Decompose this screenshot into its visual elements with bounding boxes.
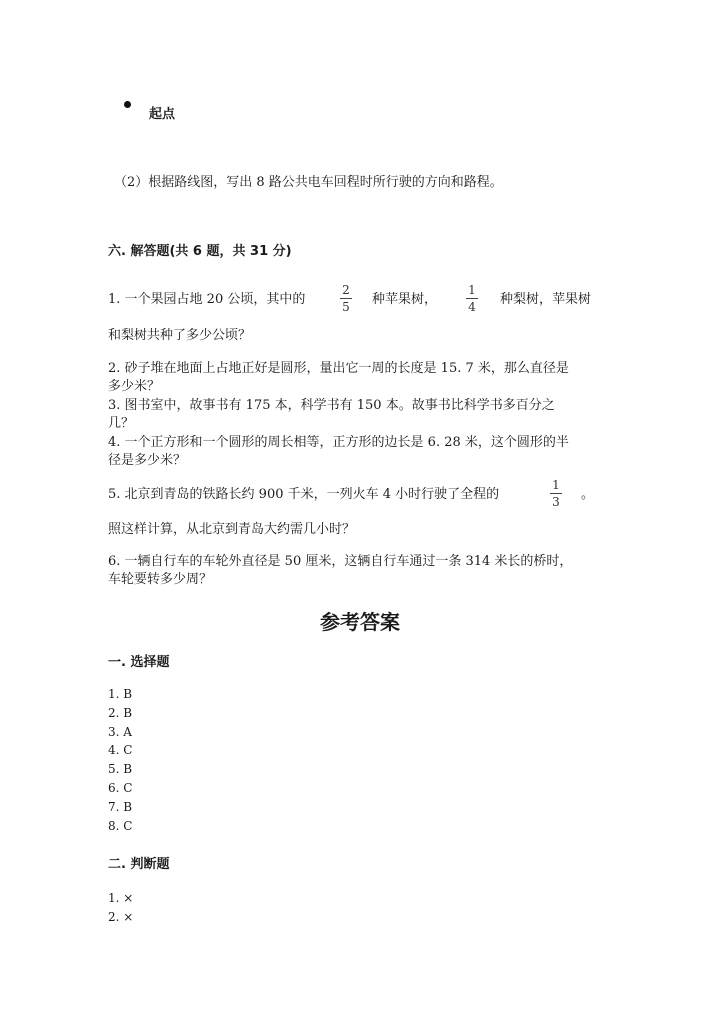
answers-section-1-list <box>108 685 132 835</box>
answer-item: 7. B <box>108 799 133 814</box>
q6-line-2: 车轮要转多少周？ <box>108 572 213 587</box>
q1-text-a: 1. 一个果园占地 20 公顷，其中的 <box>108 292 306 307</box>
answer-item: 1. B <box>108 687 133 701</box>
q5-fraction-denominator: 3 <box>552 495 560 509</box>
q2-line-1: 2. 砂子堆在地面上占地正好是圆形，量出它一周的长度是 15. 7 米，那么直径是 <box>108 361 569 376</box>
answer-item: 4. C <box>108 743 133 758</box>
q5-text-b: 。 <box>581 487 595 502</box>
q3-line-1: 3. 图书室中，故事书有 175 本，科学书有 150 本。故事书比科学书多百分之 <box>108 398 555 413</box>
section-6-heading: 六. 解答题(共 6 题，共 31 分) <box>108 244 292 259</box>
start-point-marker <box>124 101 131 108</box>
q5-line-2: 照这样计算，从北京到青岛大约需几小时？ <box>108 522 356 537</box>
q1-line-2: 和梨树共种了多少公顷？ <box>108 328 252 343</box>
q3-line-2: 几？ <box>108 416 135 431</box>
answer-item: 2. B <box>108 705 133 720</box>
q4-line-2: 径是多少米？ <box>108 453 187 468</box>
q6-line-1: 6. 一辆自行车的车轮外直径是 50 厘米，这辆自行车通过一条 314 米长的桥时， <box>108 554 573 569</box>
answer-item: 2. × <box>108 909 134 924</box>
q2-line-2: 多少米？ <box>108 379 161 394</box>
answer-item: 5. B <box>108 762 133 777</box>
answers-section-2-list <box>108 889 133 927</box>
answer-item: 3. A <box>108 724 132 739</box>
answers-section-2-heading: 二. 判断题 <box>108 857 170 872</box>
answer-item: 1. × <box>108 891 134 905</box>
q5-text-a: 5. 北京到青岛的铁路长约 900 千米，一列火车 4 小时行驶了全程的 <box>108 487 500 502</box>
q1-text-b: 种苹果树， <box>372 292 438 307</box>
answer-key-title: 参考答案 <box>320 610 400 634</box>
q5-fraction-numerator: 1 <box>552 478 560 492</box>
q1-fraction-1 <box>338 283 354 314</box>
q1-fraction-2-numerator: 1 <box>468 283 476 297</box>
start-label: 起点 <box>149 107 176 122</box>
q1-fraction-1-denominator: 5 <box>342 300 350 314</box>
answer-item: 6. C <box>108 780 133 795</box>
q5-fraction <box>548 478 564 509</box>
q1-text-c: 种梨树，苹果树 <box>500 292 592 307</box>
answer-item: 8. C <box>108 818 133 833</box>
q1-fraction-1-numerator: 2 <box>342 283 350 297</box>
q1-fraction-2-denominator: 4 <box>468 300 476 314</box>
q1-fraction-2 <box>464 283 480 314</box>
question-2-text: （2）根据路线图，写出 8 路公共电车回程时所行驶的方向和路程。 <box>114 175 503 190</box>
q4-line-1: 4. 一个正方形和一个圆形的周长相等，正方形的边长是 6. 28 米，这个圆形的半 <box>108 435 569 450</box>
answers-section-1-heading: 一. 选择题 <box>108 655 170 670</box>
